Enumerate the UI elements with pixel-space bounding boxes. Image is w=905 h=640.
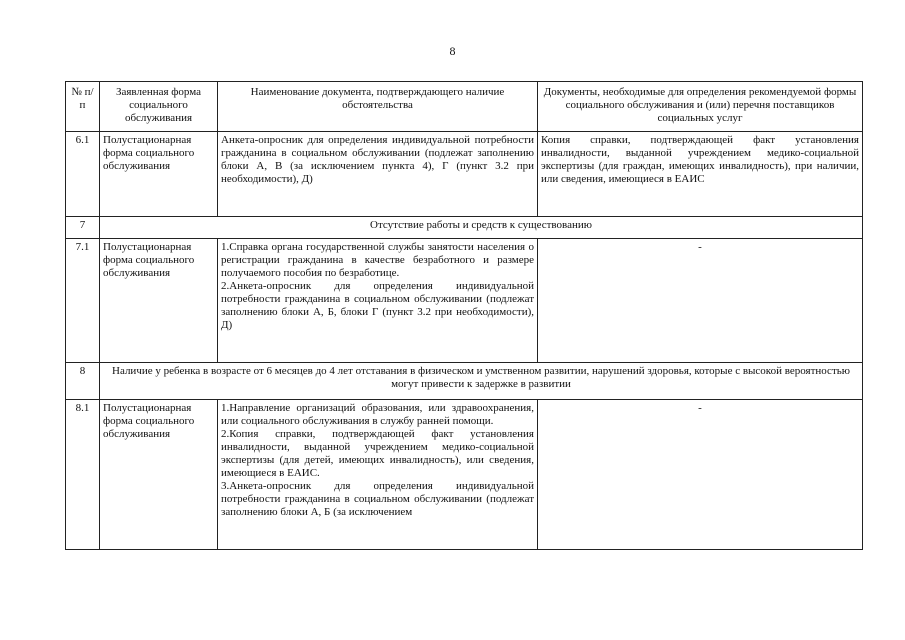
document-item-3: 3.Анкета-опросник для определения индивидуальной потребности гражданина в социальном обслуживании (подлежат заполнению блоки А, Б (за исключением: [221, 480, 534, 518]
table-row-6-1: [66, 132, 863, 217]
document-item-1: 1.Направление организаций образования, или здравоохранения, или социального обслуживания в службу ранней помощи.: [221, 402, 534, 427]
row-form: Полустационарная форма социального обслуживания: [100, 400, 218, 550]
row-documents: [218, 400, 538, 550]
table-section-row-7: [66, 217, 863, 239]
header-number: № п/п: [66, 82, 100, 132]
documents-table: [65, 81, 863, 550]
header-document-name: Наименование документа, подтверждающего наличие обстоятельства: [218, 82, 538, 132]
section-title: Наличие у ребенка в возрасте от 6 месяцев до 4 лет отставания в физическом и умственном развитии, нарушений здоровья, которые с высокой вероятностью могут привести к задержке в развитии: [100, 363, 863, 400]
table-row-7-1: [66, 239, 863, 363]
section-number: 8: [66, 363, 100, 400]
page-number: 8: [449, 44, 456, 58]
header-required-documents: Документы, необходимые для определения рекомендуемой формы социального обслуживания и (или) перечня поставщиков социальных услуг: [538, 82, 863, 132]
row-form: Полустационарная форма социального обслуживания: [100, 239, 218, 363]
row-required-documents: -: [538, 400, 863, 550]
section-number: 7: [66, 217, 100, 239]
document-item-1: 1.Справка органа государственной службы занятости населения о регистрации гражданина в качестве безработного и размере получаемого пособия по безработице.: [221, 241, 534, 279]
document-item-2: 2.Анкета-опросник для определения индивидуальной потребности гражданина в социальном обслуживании (подлежат заполнению блоки А, Б, блоки Г (пункт 3.2 при необходимости), Д): [221, 280, 534, 331]
row-number: 7.1: [66, 239, 100, 363]
header-declared-form: Заявленная форма социального обслуживания: [100, 82, 218, 132]
table-header-row: [66, 82, 863, 132]
table-row-8-1: [66, 400, 863, 550]
row-documents: Анкета-опросник для определения индивидуальной потребности гражданина в социальном обслуживании (подлежат заполнению блоки А, В (за исключением пункта 4), Г (пункт 3.2 при необходимости), Д): [218, 132, 538, 217]
row-form: Полустационарная форма социального обслуживания: [100, 132, 218, 217]
section-title: Отсутствие работы и средств к существованию: [100, 217, 863, 239]
row-required-documents: -: [538, 239, 863, 363]
table-section-row-8: [66, 363, 863, 400]
document-item-2: 2.Копия справки, подтверждающей факт установления инвалидности, выданной учреждением медико-социальной экспертизы (для детей, имеющих инвалидность), или сведения, имеющиеся в ЕАИС.: [221, 428, 534, 479]
row-documents: [218, 239, 538, 363]
row-number: 6.1: [66, 132, 100, 217]
row-number: 8.1: [66, 400, 100, 550]
row-required-documents: Копия справки, подтверждающей факт установления инвалидности, выданной учреждением медико-социальной экспертизы (для граждан, имеющих инвалидность), при наличии, или сведения, имеющиеся в ЕАИС: [538, 132, 863, 217]
